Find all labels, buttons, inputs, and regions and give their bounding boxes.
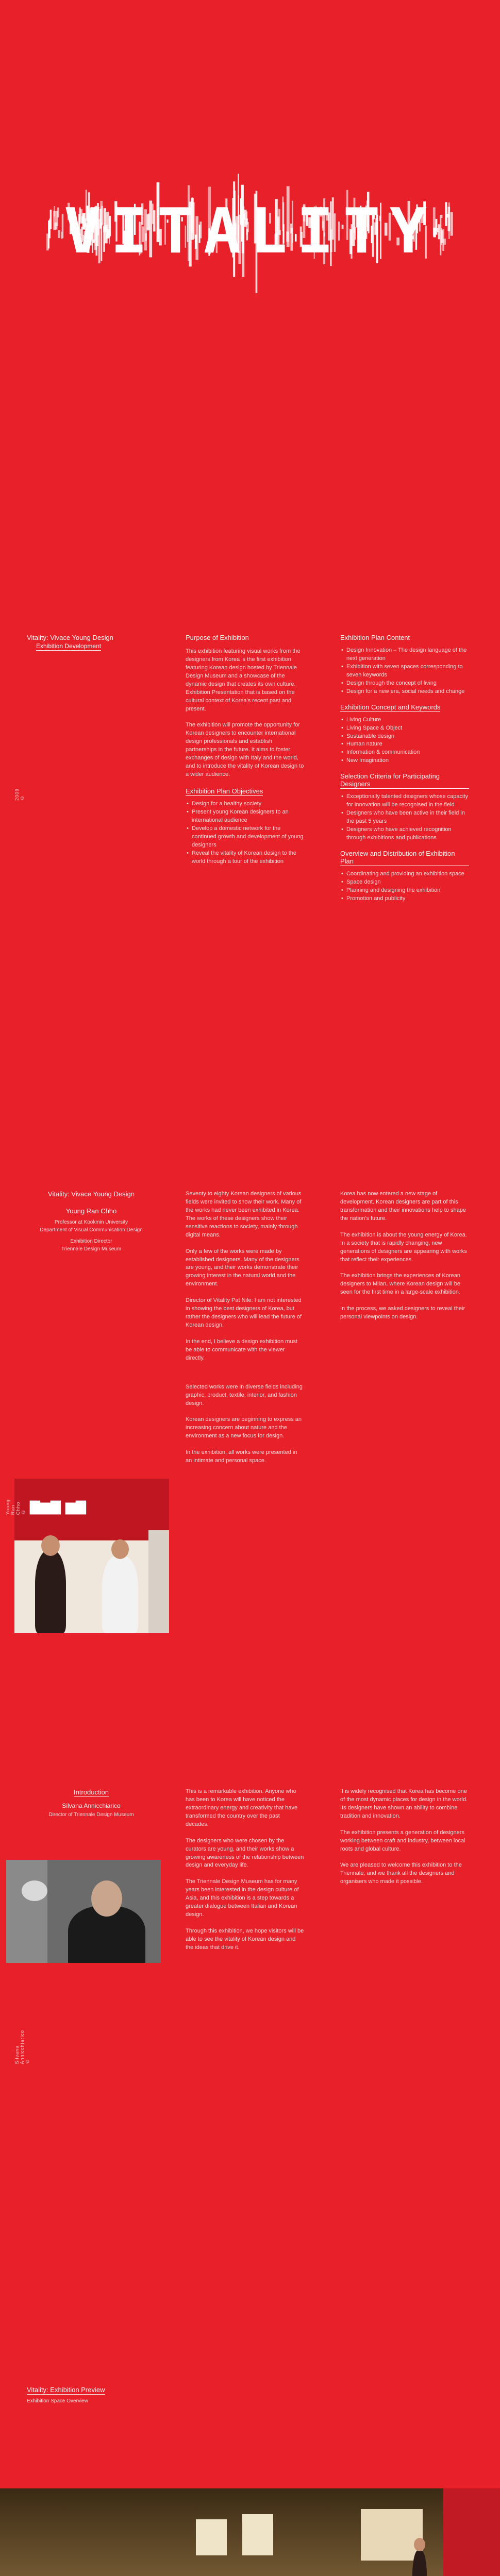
profile-name: Young Ran Chho	[65, 1207, 117, 1215]
criteria-title: Selection Criteria for Participating Designers	[340, 772, 469, 789]
structure-list	[340, 716, 469, 766]
list-item: • Information & communication	[346, 749, 469, 757]
list-item: • Develop a domestic network for the continued growth and development of young designers	[192, 825, 304, 850]
section-2-col2-text: Korea has now entered a new stage of development. Korean designers are part of this transformation and their innovations help to shape the nation's future. The exhibition is about the young energy of Korea. In a society that is rapidly changing, new generations of designers are appearing with works that reflect their experiences. The exhibition brings the experiences of Korean designers to Milan, where Korean design will be seen for the first time in a large-scale exhibition. In the process, we asked designers to reveal their personal viewpoints on design.	[340, 1191, 467, 1320]
objectives-title: Exhibition Plan Objectives	[186, 787, 263, 795]
hero	[0, 0, 500, 309]
purpose-title: Purpose of Exhibition	[186, 634, 249, 641]
structure-title: Exhibition Concept and Keywords	[340, 703, 441, 711]
section-3-kicker: Introduction	[74, 1788, 109, 1796]
list-item: • Designers who have achieved recognition through exhibitions and publications	[346, 826, 469, 842]
hero-title: VITALITY	[64, 196, 436, 267]
section-4-kicker: Vitality: Exhibition Preview	[27, 2386, 105, 2394]
list-item: • Space design	[346, 878, 469, 887]
list-item: • Exceptionally talented designers whose capacity for innovation will be recognised in the field	[346, 793, 469, 809]
section-4-subkicker: Exhibition Space Overview	[27, 2398, 88, 2404]
section-1-vertical-label: 2009 ©	[14, 788, 25, 801]
profile-role-2: Exhibition Director Triennale Design Museum	[61, 1239, 122, 1252]
criteria-list	[340, 793, 469, 842]
objectives-list	[186, 800, 304, 866]
list-item: • Sustainable design	[346, 733, 469, 741]
list-item: • Design Innovation – The design language of the next generation	[346, 647, 469, 663]
list-item: • Human nature	[346, 740, 469, 749]
list-item: • Living Space & Object	[346, 724, 469, 733]
list-item: • Living Culture	[346, 716, 469, 724]
list-item: • Design through the concept of living	[346, 680, 469, 688]
purpose-text: This exhibition featuring visual works from the designers from Korea is the first exhibition featuring Korean design hosted by Triennale Design Museum and a showcase of the dynamic design that creates its own culture. Exhibition Presentation that is based on the cultural context of Korea's recent past and present. The exhibition will promote the opportunity for Korean designers to encounter international design professionals and establish partnerships in the future. It aims to foster exchanges of design with Italy and the world, and to introduce the vitality of Korean design to a wider audience.	[186, 648, 304, 778]
section-3-col1-text: This is a remarkable exhibition. Anyone who has been to Korea will have noticed the extraordinary energy and creativity that have transformed the country over the past decades. The designers who were chosen by the curators are young, and their works show a growing awareness of the relationship between design and everyday life. The Triennale Design Museum has for many years been interested in the design culture of Asia, and this exhibition is a step towards a greater dialogue between Italian and Korean design. Through this exhibition, we hope visitors will be able to see the vitality of Korean design and the ideas that drive it.	[186, 1788, 304, 1951]
list-item: • Planning and designing the exhibition	[346, 887, 469, 895]
list-item: • Present young Korean designers to an international audience	[192, 808, 304, 825]
section-2-col1-text-2: Selected works were in diverse fields including graphic, product, textile, interior, and fashion design. Korean designers are beginning to express an increasing concern about nature and the environment as a new focus for design. In the exhibition, all works were presented in an intimate and personal space.	[186, 1383, 303, 1464]
list-item: • Promotion and publicity	[346, 895, 469, 903]
section-3-col2-text: It is widely recognised that Korea has become one of the most dynamic places for design in the world. Its designers have shown an ability to combine tradition and innovation. The exhibition presents a generation of designers working between craft and industry, between local roots and global culture. We are pleased to welcome this exhibition to the Triennale, and we thank all the designers and organisers who made it possible.	[340, 1788, 468, 1885]
section-2-vertical-label: Young Ran Chho ©	[5, 1499, 26, 1515]
list-item: • Design for a new era, social needs and change	[346, 688, 469, 696]
list-item: • Coordinating and providing an exhibition space	[346, 870, 469, 878]
overview-list	[340, 870, 469, 903]
list-item: • Reveal the vitality of Korean design to the world through a tour of the exhibition	[192, 850, 304, 866]
list-item: • Exhibition with seven spaces corresponding to seven keywords	[346, 663, 469, 680]
profile-role: Professor at Kookmin University Department of Visual Communication Design	[40, 1219, 143, 1233]
section-2-kicker: Vitality: Vivace Young Design	[48, 1190, 135, 1198]
list-item: • New Imagination	[346, 757, 469, 765]
intro-role: Director of Triennale Design Museum	[48, 1812, 134, 1818]
content-list	[340, 647, 469, 696]
profile-photo: ▇▆▇ ▆▇	[14, 1479, 169, 1633]
section-1-subkicker: Exhibition Development	[36, 642, 102, 650]
list-item: • Designers who have been active in their field in the past 5 years	[346, 809, 469, 826]
content-title: Exhibition Plan Content	[340, 634, 410, 641]
intro-name: Silvana Annicchiarico	[62, 1802, 121, 1809]
intro-photo	[6, 1860, 161, 1963]
list-item: • Design for a healthy society	[192, 800, 304, 808]
gallery-photo-main	[0, 2488, 500, 2576]
overview-title: Overview and Distribution of Exhibition Plan	[340, 850, 469, 866]
section-2-col1-text: Seventy to eighty Korean designers of various fields were invited to show their work. Many of the works had never been exhibited in Korea. The works of these designers show their sensitive reactions to society, mainly through digital means. Only a few of the works were made by established designers. Many of the designers are young, and their works demonstrate their growing interest in the natural world and the environment. Director of Vitality Pat Nile: I am not interested in showing the best designers of Korea, but rather the designers who will lead the future of Korean design. In the end, I believe a design exhibition must be able to communicate with the viewer directly.	[186, 1191, 302, 1361]
section-1-kicker: Vitality: Vivace Young Design	[27, 634, 113, 641]
section-3-vertical-label: Silvana Annicchiarico ©	[14, 2030, 30, 2064]
